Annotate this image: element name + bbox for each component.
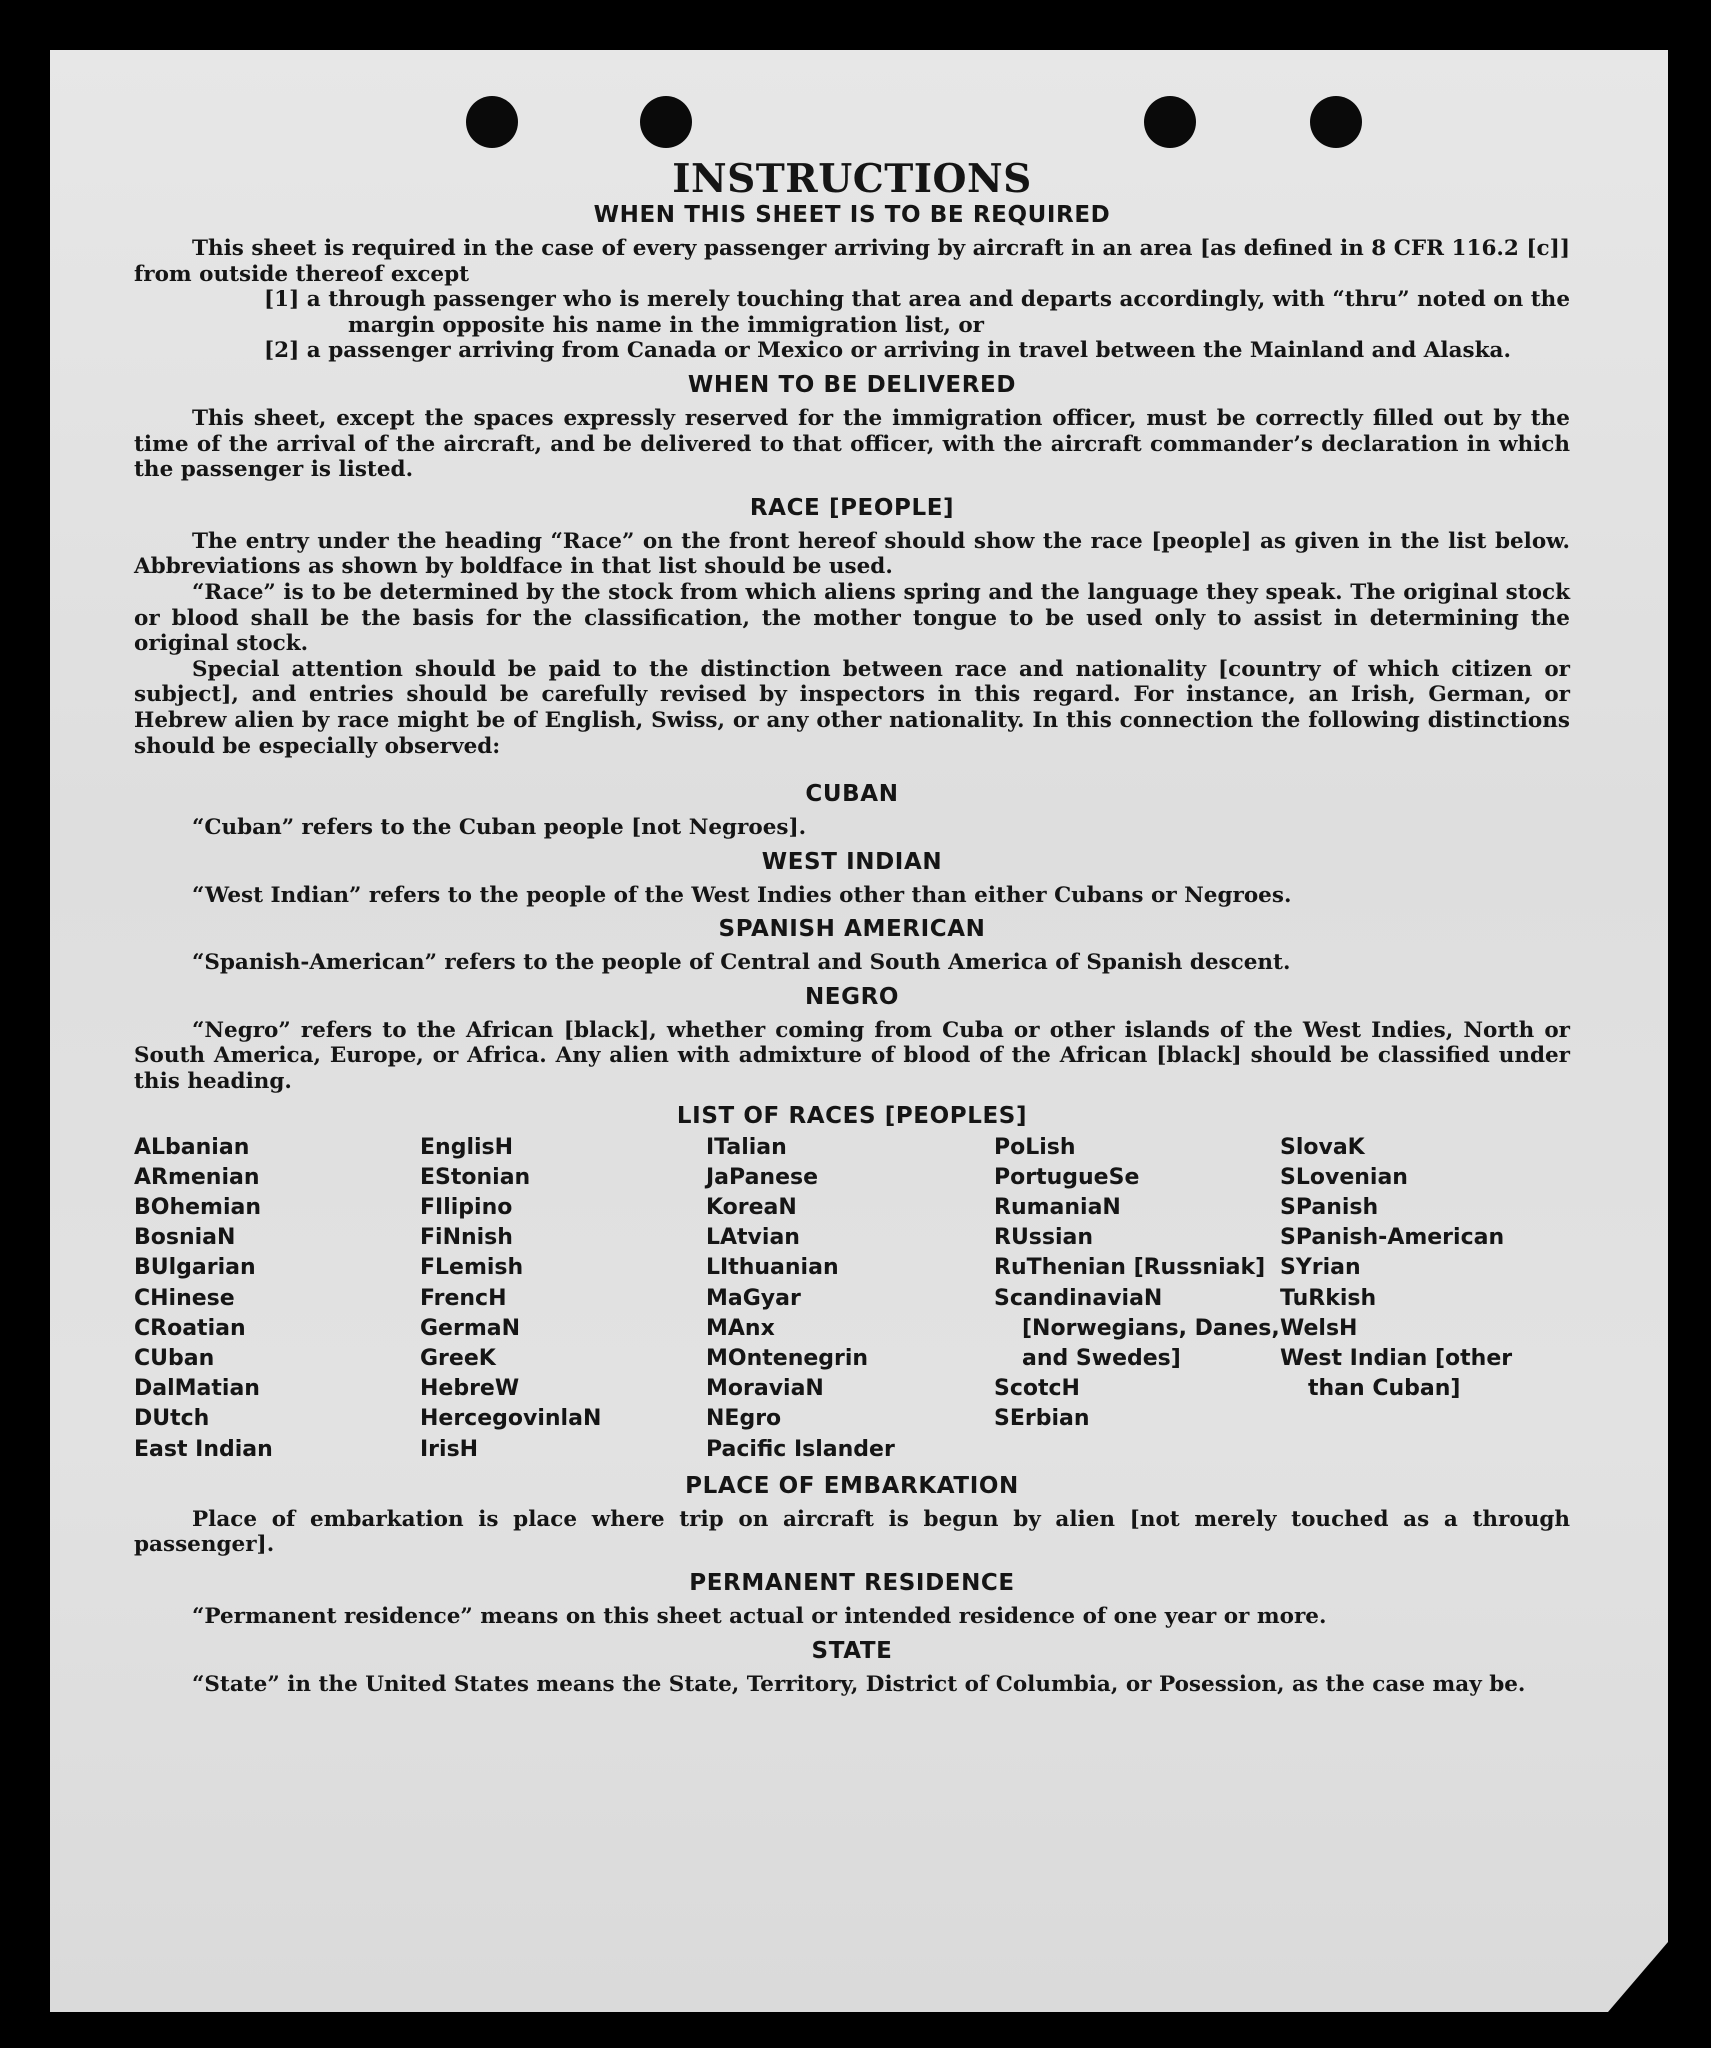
race-column-4 (994, 1133, 1280, 1465)
race-item: EnglisH (420, 1134, 514, 1160)
when-required-intro: This sheet is required in the case of every passenger arriving by aircraft in an area [as defined in 8 CFR 116.2 [c]] from outside thereof except (134, 236, 1570, 287)
heading-when-delivered: WHEN TO BE DELIVERED (687, 371, 1017, 398)
race-item: EStonian (420, 1164, 531, 1190)
heading-list-of-races: LIST OF RACES [PEOPLES] (676, 1102, 1028, 1129)
race-item: FLemish (420, 1255, 524, 1281)
race-item: DUtch (134, 1406, 210, 1432)
permanent-residence-text: “Permanent residence” means on this sheet actual or intended residence of one year or more. (192, 1604, 1327, 1630)
race-item: East Indian (134, 1436, 273, 1462)
race-column-2 (420, 1133, 706, 1465)
race-item: RumaniaN (994, 1195, 1121, 1221)
when-delivered-text: This sheet, except the spaces expressly reserved for the immigration officer, must be correctly filled out by the time of the arrival of the aircraft, and be delivered to that officer, with the aircraft commander’s declaration in which the passenger is listed. (134, 405, 1570, 483)
race-item: SPanish (1280, 1195, 1379, 1221)
when-required-item-1: [1] a through passenger who is merely touching that area and departs accordingly, with “thru” noted on the margin opposite his name in the immigration list, or (264, 287, 1570, 338)
race-item: IrisH (420, 1436, 479, 1462)
embarkation-text: Place of embarkation is place where trip on aircraft is begun by alien [not merely touched as a through passenger]. (134, 1506, 1570, 1558)
race-item: NEgro (706, 1406, 782, 1432)
race-item: LAtvian (706, 1225, 800, 1251)
race-item: SlovaK (1280, 1134, 1365, 1160)
race-paragraph-1: The entry under the heading “Race” on the front hereof should show the race [people] as given in the list below. Abbreviations as shown by boldface in that list should be used. (134, 528, 1570, 580)
race-item: RuThenian [Russniak] (994, 1255, 1266, 1281)
race-item: West Indian [other than Cuban] (1280, 1346, 1513, 1402)
race-item: FiNnish (420, 1225, 513, 1251)
race-item: RUssian (994, 1225, 1094, 1251)
race-item: LIthuanian (706, 1255, 839, 1281)
race-item: ITalian (706, 1134, 787, 1160)
heading-permanent-residence: PERMANENT RESIDENCE (689, 1570, 1015, 1597)
race-item: WelsH (1280, 1315, 1358, 1341)
state-text: “State” in the United States means the State, Territory, District of Columbia, or Posession, as the case may be. (192, 1671, 1526, 1697)
race-item: PoLish (994, 1134, 1076, 1160)
punch-hole (640, 96, 692, 148)
race-item: TuRkish (1280, 1285, 1377, 1311)
race-item: FrencH (420, 1285, 507, 1311)
race-item: DalMatian (134, 1376, 260, 1402)
heading-spanish-american: SPANISH AMERICAN (718, 916, 986, 943)
race-paragraph-3: Special attention should be paid to the distinction between race and nationality [country of which citizen or subject], and entries should be carefully revised by inspectors in this regard. For instance, an Irish, German, or Hebrew alien by race might be of English, Swiss, or any other nationality. In this connection the following distinctions should be especially observed: (134, 656, 1570, 759)
race-item: JaPanese (706, 1164, 819, 1190)
race-item: FIlipino (420, 1195, 513, 1221)
race-item: BOhemian (134, 1195, 262, 1221)
race-item: HebreW (420, 1376, 520, 1402)
when-required-item-2: [2] a passenger arriving from Canada or Mexico or arriving in travel between the Mainland and Alaska. (264, 338, 1511, 364)
race-item: BUlgarian (134, 1255, 256, 1281)
race-item: HercegovinlaN (420, 1406, 602, 1432)
race-item: ScotcH (994, 1376, 1080, 1402)
race-item: ScandinaviaN [Norwegians, Danes, and Swedes] (994, 1285, 1280, 1372)
race-item: CHinese (134, 1285, 235, 1311)
race-item: SPanish-American (1280, 1225, 1505, 1251)
race-item: SYrian (1280, 1255, 1361, 1281)
instructions-content (134, 158, 1570, 1697)
race-item: MoraviaN (706, 1376, 824, 1402)
page-title: INSTRUCTIONS (672, 156, 1032, 202)
heading-state: STATE (811, 1637, 893, 1664)
race-item: Pacific Islander (706, 1436, 895, 1462)
race-item: CRoatian (134, 1315, 246, 1341)
cuban-text: “Cuban” refers to the Cuban people [not Negroes]. (192, 815, 807, 841)
race-column-1 (134, 1133, 420, 1465)
heading-negro: NEGRO (804, 983, 900, 1010)
race-item: GreeK (420, 1346, 496, 1372)
punch-hole (1310, 96, 1362, 148)
heading-race: RACE [PEOPLE] (749, 494, 955, 521)
document-sheet (50, 50, 1668, 2012)
race-item: GermaN (420, 1315, 521, 1341)
heading-embarkation: PLACE OF EMBARKATION (685, 1472, 1019, 1499)
folded-corner (1608, 1942, 1668, 2012)
race-item: SLovenian (1280, 1164, 1408, 1190)
punch-hole (1144, 96, 1196, 148)
race-list (134, 1133, 1570, 1465)
negro-text: “Negro” refers to the African [black], whether coming from Cuba or other islands of the West Indies, North or South America, Europe, or Africa. Any alien with admixture of blood of the African [black] should be classified under this heading. (134, 1017, 1570, 1095)
race-item: MaGyar (706, 1285, 801, 1311)
heading-when-required: WHEN THIS SHEET IS TO BE REQUIRED (593, 202, 1111, 228)
race-item: MOntenegrin (706, 1346, 869, 1372)
heading-cuban: CUBAN (805, 781, 899, 808)
race-item: CUban (134, 1346, 215, 1372)
west-indian-text: “West Indian” refers to the people of the West Indies other than either Cubans or Negroes. (192, 882, 1292, 908)
heading-west-indian: WEST INDIAN (761, 848, 943, 875)
race-column-5 (1280, 1133, 1570, 1465)
race-item: KoreaN (706, 1195, 797, 1221)
race-item: PortugueSe (994, 1164, 1140, 1190)
race-column-3 (706, 1133, 994, 1465)
race-item: MAnx (706, 1315, 775, 1341)
race-paragraph-2: “Race” is to be determined by the stock from which aliens spring and the language they speak. The original stock or blood shall be the basis for the classification, the mother tongue to be used only to assist in determining the original stock. (134, 579, 1570, 657)
race-item: SErbian (994, 1406, 1090, 1432)
race-item: ARmenian (134, 1164, 260, 1190)
race-item: ALbanian (134, 1134, 250, 1160)
spanish-american-text: “Spanish-American” refers to the people of Central and South America of Spanish descent. (192, 950, 1291, 976)
punch-hole (466, 96, 518, 148)
race-item: BosniaN (134, 1225, 236, 1251)
